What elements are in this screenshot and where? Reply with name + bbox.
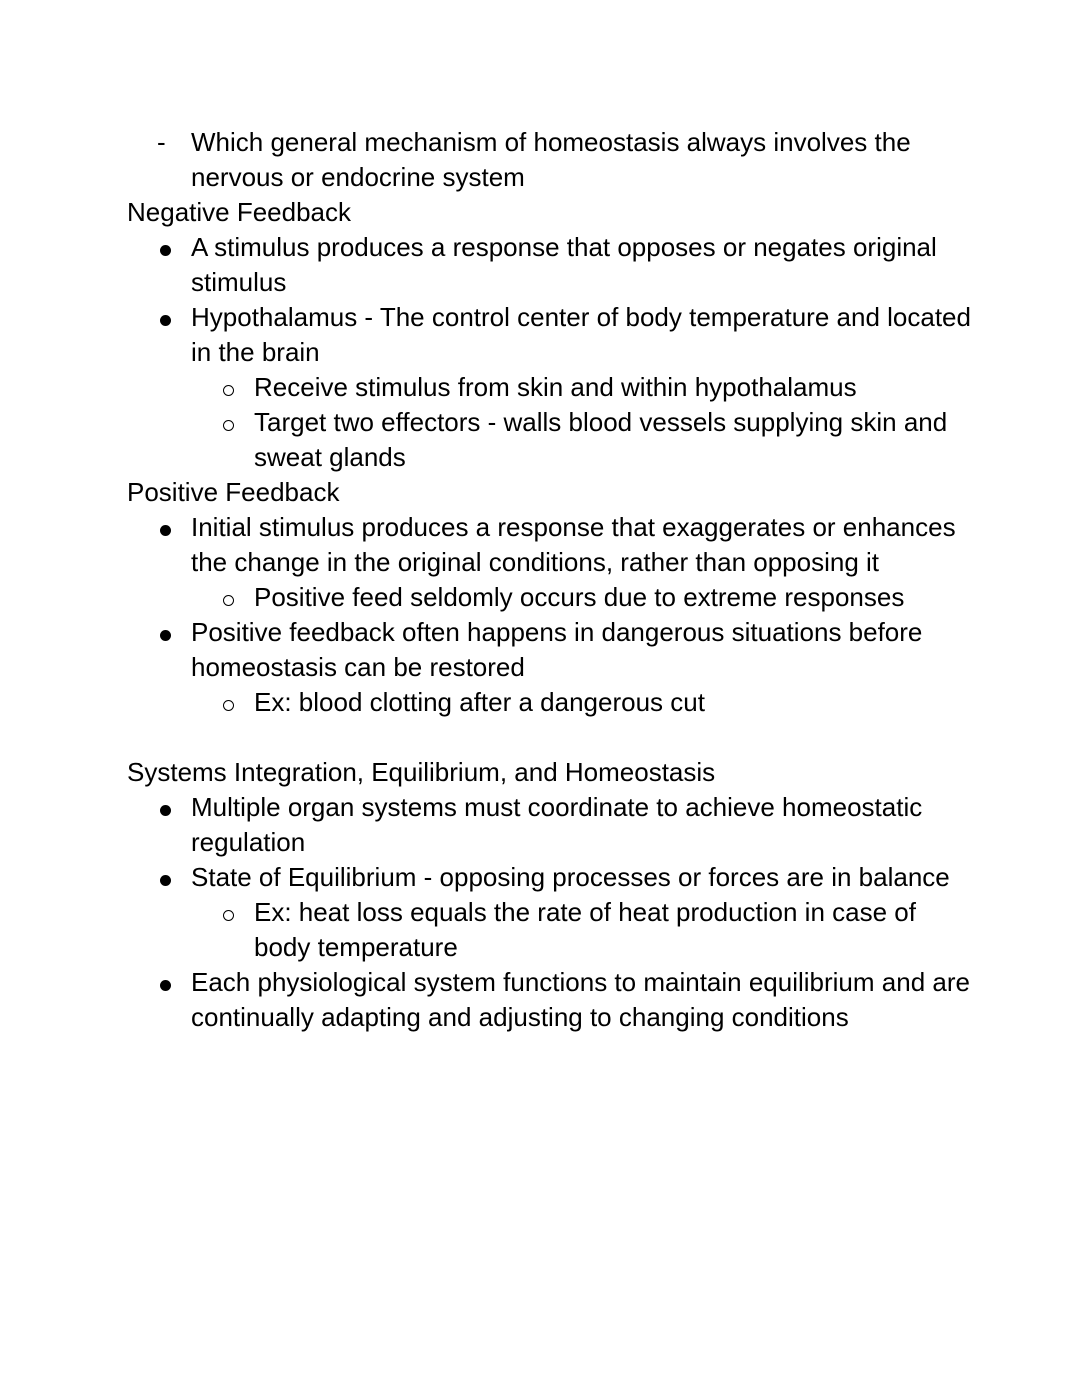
section-heading-negative-feedback: Negative Feedback	[127, 197, 352, 227]
dash-list-item	[127, 125, 977, 195]
list-item-text: Positive feedback often happens in dangerous situations before homeostasis can be restored	[191, 617, 923, 682]
bullet-list-item	[127, 965, 977, 1035]
bullet-list-item	[127, 860, 977, 895]
bullet-list-item	[127, 615, 977, 685]
document-body	[127, 125, 977, 1035]
list-item-text: Which general mechanism of homeostasis always involves the nervous or endocrine system	[191, 127, 911, 192]
bullet-list-item	[127, 300, 977, 370]
sub-bullet-list-item	[127, 685, 977, 720]
list-item-text: Ex: heat loss equals the rate of heat production in case of body temperature	[254, 897, 916, 962]
circle-bullet-icon	[223, 580, 234, 615]
list-item-text: State of Equilibrium - opposing processes or forces are in balance	[191, 862, 950, 892]
list-item-text: Target two effectors - walls blood vessels supplying skin and sweat glands	[254, 407, 948, 472]
bullet-icon	[160, 860, 171, 895]
bullet-list-item	[127, 510, 977, 580]
circle-bullet-icon	[223, 685, 234, 720]
sub-bullet-list-item	[127, 895, 977, 965]
bullet-icon	[160, 615, 171, 650]
blank-line	[127, 720, 977, 755]
list-item-text: Ex: blood clotting after a dangerous cut	[254, 687, 705, 717]
bullet-icon	[160, 230, 171, 265]
list-item-text: Positive feed seldomly occurs due to extreme responses	[254, 582, 905, 612]
section-heading-systems-integration: Systems Integration, Equilibrium, and Homeostasis	[127, 757, 716, 787]
bullet-icon	[160, 790, 171, 825]
bullet-icon	[160, 510, 171, 545]
list-item-text: Each physiological system functions to maintain equilibrium and are continually adapting and adjusting to changing conditions	[191, 967, 970, 1032]
list-item-text: Receive stimulus from skin and within hypothalamus	[254, 372, 857, 402]
circle-bullet-icon	[223, 405, 234, 440]
circle-bullet-icon	[223, 370, 234, 405]
bullet-list-item	[127, 230, 977, 300]
sub-bullet-list-item	[127, 580, 977, 615]
bullet-icon	[160, 965, 171, 1000]
list-item-text: A stimulus produces a response that opposes or negates original stimulus	[191, 232, 937, 297]
list-item-text: Multiple organ systems must coordinate to achieve homeostatic regulation	[191, 792, 923, 857]
section-heading-positive-feedback: Positive Feedback	[127, 477, 340, 507]
bullet-list-item	[127, 790, 977, 860]
bullet-icon	[160, 300, 171, 335]
circle-bullet-icon	[223, 895, 234, 930]
list-item-text: Hypothalamus - The control center of body temperature and located in the brain	[191, 302, 971, 367]
list-item-text: Initial stimulus produces a response that exaggerates or enhances the change in the original conditions, rather than opposing it	[191, 512, 956, 577]
sub-bullet-list-item	[127, 370, 977, 405]
sub-bullet-list-item	[127, 405, 977, 475]
dash-marker: -	[157, 127, 166, 157]
